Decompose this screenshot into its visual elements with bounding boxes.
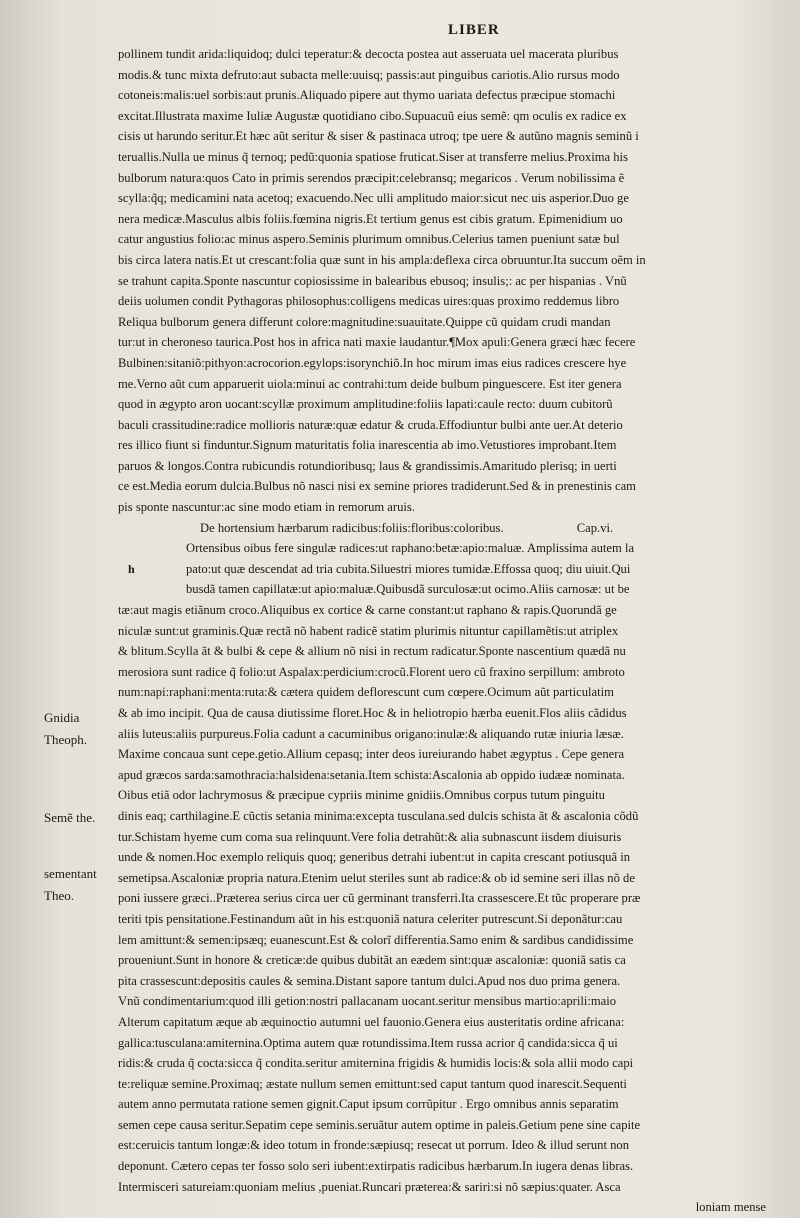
text-line: quod in ægypto aron uocant:scyllæ proximum amplitudine:foliis lapati:caule recto: duum cubitorũ [118, 397, 613, 412]
text-line: deiis uolumen condit Pythagoras philosophus:colligens medicas uires:quas proximo reddemus libro [118, 294, 620, 309]
text-line: teruallis.Nulla ue minus q̃ ternoq; pedũ:quonia spatiose fruticat.Siser at transferre melius.Proxima his [118, 149, 628, 164]
text-line: aliis luteus:aliis purpureus.Folia cadunt a cacuminibus origano:inulæ:& aliquando rutæ iniuria læsæ. [118, 726, 624, 741]
text-line: gallica:tusculana:amiternina.Optima autem quæ rotundissima.Item russa acrior q̃ candida:sicca q̃ ui [118, 1035, 618, 1050]
text-line: semen cepe causa seritur.Sepatim cepe seminis.seruãtur autem optime in paleis.Getium pene sine capite [118, 1117, 641, 1132]
running-head: LIBER [448, 22, 500, 38]
text-line: tur.Schistam hyeme cum coma sua relinquunt.Vere folia detrahũt:& alia subnascunt iisdem diuisuris [118, 829, 622, 844]
text-line: Alterum capitatum æque ab æquinoctio autumni uel fauonio.Genera eius austeritatis ordine africana: [118, 1014, 625, 1029]
text-line: te:reliquæ semine.Proximaq; æstate nullum semen emittunt:sed caput tantum quod inarescit.Sequenti [118, 1076, 627, 1091]
text-line: busdã tamen capillatæ:ut apio:maluæ.Quibusdã surculosæ:ut ocimo.Aliis carnosæ: ut be [186, 582, 630, 597]
text-line: autem anno permutata ratione semen gignit.Caput ipsum corrũpitur . Ergo omnibus annis separatim [118, 1097, 619, 1112]
text-line: pollinem tundit arida:liquidoq; dulci teperatur:& decocta postea aut asseruata uel macerata pluribus [118, 47, 619, 61]
text-line: modis.& tunc mixta defruto:aut subacta melle:uuisq; passis:aut pinguibus cariotis.Alio rursus modo [118, 67, 620, 82]
catchword: loniam mense [695, 1200, 766, 1215]
text-line: niculæ sunt:ut graminis.Quæ rectã nõ habent radicẽ statim plurimis nituntur capillamẽtis:ut atriplex [118, 623, 619, 638]
margin-note: sementant [44, 866, 97, 881]
text-line: pato:ut quæ descendat ad tria cubita.Siluestri miores tumidæ.Effossa quoq; diu uiuit.Qui [186, 561, 631, 576]
text-line: cisis ut harundo seritur.Et hæc aũt seritur & siser & pastinaca utroq; tpe uere & autũno magnis seminũ i [118, 129, 639, 144]
text-line: bis circa latera natis.Et ut crescant:folia quæ sunt in his ampla:deflexa circa obruuntur.Ita succum oẽm in [118, 252, 646, 267]
text-line: est:ceruicis tantum longæ:& ideo totum in fronde:sæpiusq; resecat ut porrum. Ideo & illud serunt non [118, 1138, 630, 1153]
chapter-number: Cap.vi. [576, 520, 614, 535]
text-line: se trahunt capita.Sponte nascuntur copiosissime in balearibus ebusoq; insulis;: ac per hispanias . Vnũ [118, 273, 627, 288]
text-line: pis sponte nascuntur:ac sine modo etiam in remorum aruis. [118, 500, 415, 515]
text-line: ce est.Media eorum dulcia.Bulbus nõ nasci nisi ex semine priores tradiderunt.Sed & in prenestinis cam [118, 479, 636, 494]
text-line: catur angustius folio:ac minus aspero.Seminis plurimum omnibus.Celerius tamen pueniunt satæ bul [118, 232, 620, 247]
text-line: bulborum natura:quos Cato in primis serendos præcipit:celebransq; megaricos . Verum nobilissima ẽ [118, 170, 625, 185]
text-line: me.Verno aũt cum apparuerit uiola:minui ac contrahi:tum deide bulbum pinguescere. Est iter genera [118, 376, 622, 391]
chapter-heading: De hortensium hærbarum radicibus:foliis:floribus:coloribus. [200, 520, 504, 535]
text-line: dinis eaq; carthilagine.E cũctis setania minima:excepta tusculana.sed dulcis schista ãt & ascalonia cõdũ [118, 808, 639, 823]
text-line: Maxime concaua sunt cepe.getio.Allium cepasq; inter deos iureiurando habet ægyptus . Cepe genera [118, 747, 625, 762]
text-line: & blitum.Scylla ãt & bulbi & cepe & allium nõ nisi in rectum radicatur.Sponte nascentium quædã nu [118, 644, 626, 659]
margin-note: Semẽ the. [44, 810, 96, 825]
text-line: nera medicæ.Masculus albis foliis.fœmina nigris.Et tertium genus est cibis gratum. Epimenidium uo [118, 211, 623, 226]
text-line: unde & nomen.Hoc exemplo reliquis quoq; generibus detrahi iubent:ut in capita crescant potiusquã in [118, 850, 631, 865]
text-line: apud græcos sarda:samothracia:halsidena:setania.Item schista:Ascalonia ab oppido iudææ nominata. [118, 767, 625, 782]
margin-note: Theo. [44, 888, 74, 903]
margin-note: Gnidia [44, 710, 80, 725]
text-line: deponunt. Cætero cepas ter fosso solo seri iubent:extirpatis radicibus hærbarum.In iugera denas libras. [118, 1159, 634, 1174]
text-line: res illico fiunt si finduntur.Signum maturitatis folia inarescentia ab imo.Vetustiores improbant.Item [118, 438, 617, 453]
initial-letter: h [128, 561, 135, 576]
text-line: paruos & longos.Contra rubicundis rotundioribusq; laus & grandissimis.Amaritudo plerisq; in uerti [118, 458, 617, 473]
margin-note: Theoph. [44, 732, 87, 747]
text-line: & ab imo incipit. Qua de causa diutissime floret.Hoc & in heliotropio hærba euenit.Flos aliis cãdidus [118, 706, 627, 720]
text-line: semetipsa.Ascaloniæ propria natura.Etenim uelut steriles sunt ab radice:& ob id semine seri illas nõ de [118, 870, 635, 885]
initial-line [118, 559, 766, 580]
text-line: num:napi:raphani:menta:ruta:& cætera quidem deflorescunt cum cœpere.Ocimum aũt particulatim [118, 685, 614, 700]
text-line: Intermisceri satureiam:quoniam melius ,pueniat.Runcari præterea:& sariri:si nõ sæpius:quater. Asca [118, 1179, 621, 1194]
text-line: cotoneis:malis:uel sorbis:aut prunis.Aliquado pipere aut thymo uariata defectus præcipue stomachi [118, 88, 616, 103]
chapter-heading-line [118, 518, 766, 539]
text-line: merosiora sunt radice q̃ folio:ut Aspalax:perdicium:crocũ.Florent uero cũ fraxino serpillum: ambroto [118, 664, 625, 679]
text-line: Vnũ condimentarium:quod illi getion:nostri pallacanam uocant.seritur mensibus martio:aprili:maio [118, 994, 617, 1009]
text-line: Oibus etiã odor lachrymosus & præcipue cypriis minime gnidiis.Omnibus corpus tutum pinguitu [118, 788, 605, 803]
text-line: teriti tpis pensitatione.Festinandum aũt in his est:quoniã natura celeriter putrescunt.Si deponãtur:cau [118, 911, 623, 926]
text-line: baculi crassitudine:radice mollioris naturæ:quæ edatur & cruda.Effodiuntur bulbi ante uer.At deterio [118, 417, 623, 432]
text-line: Ortensibus oibus fere singulæ radices:ut raphano:betæ:apio:maluæ. Amplissima autem la [186, 541, 635, 556]
text-line: pita crassescunt:depositis caules & semina.Distant sapore tantum dulci.Apud nos duo prima genera. [118, 973, 621, 988]
text-line: ridis:& cruda q̃ cocta:sicca q̃ condita.seritur amiternina frigidis & humidis locis:& sola allii modo capi [118, 1056, 634, 1071]
main-text-block [118, 44, 766, 1218]
text-line: Reliqua bulborum genera differunt colore:magnitudine:suauitate.Quippe cũ quidam crudi mandan [118, 314, 611, 329]
text-line: Bulbinen:sitaniõ:pithyon:acrocorion.egylops:isorynchiõ.In hoc mirum imas eius radices crescere hye [118, 355, 627, 370]
text-line: poni iussere græci..Præterea serius circa uer cũ germinant transferri.Ita crassescere.Et tũc properare præ [118, 891, 641, 906]
text-line: tæ:aut magis etiãnum croco.Aliquibus ex cortice & carne constant:ut raphano & rapis.Quorundã ge [118, 603, 617, 618]
text-line: excitat.Illustrata maxime Iuliæ Augustæ quotidiano cibo.Supuacuũ eius semẽ: qm oculis ex radice ex [118, 108, 627, 123]
text-line: lem amittunt:& semen:ipsæq; euanescunt.Est & colorĩ differentia.Samo enim & sardibus candidissime [118, 932, 634, 947]
text-line: scylla:q̃q; medicamini nata acetoq; exacuendo.Nec ulli amplitudo maior:sicut nec uis asperior.Duo ge [118, 191, 629, 206]
text-line: proueniunt.Sunt in honore & creticæ:de quibus dubitãt an eædem sint:quæ ascaloniæ: quoniã satis ca [118, 953, 626, 968]
text-line: tur:ut in cheroneso taurica.Post hos in africa nati maxie laudantur.¶Mox apuli:Genera græci hæc fecere [118, 335, 636, 350]
